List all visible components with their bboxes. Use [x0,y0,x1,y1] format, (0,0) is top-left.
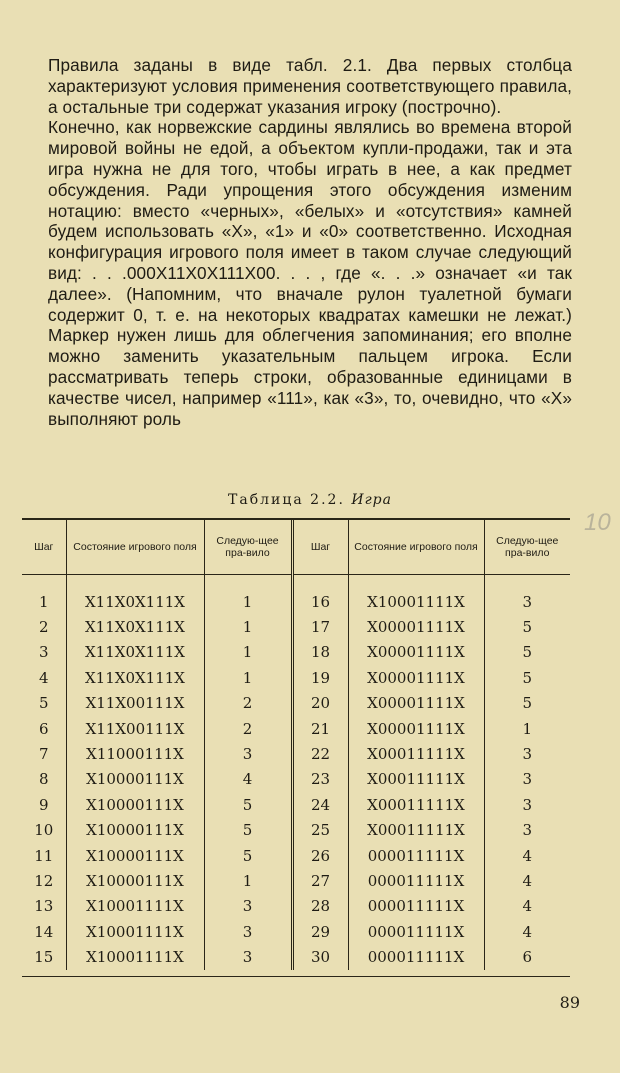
cell-step-right: 25 [292,818,348,843]
cell-rule-right: 5 [522,694,533,713]
cell-step-left: 6 [22,716,66,741]
table-row [22,894,570,919]
cell-state-right: X10001111X [348,589,484,614]
cell-rule-left: 1 [204,868,292,893]
table-row [22,614,570,639]
table-row [22,665,570,690]
cell-step-left: 13 [22,894,66,919]
cell-state-right: X00011111X [348,818,484,843]
cell-step-right: 18 [292,640,348,665]
cell-state-left: X11X0X111X [66,640,204,665]
cell-state-left: X11000111X [66,741,204,766]
game-table [22,518,570,977]
cell-rule-right: 6 [522,948,533,967]
cell-rule-left: 2 [204,691,292,716]
cell-step-left: 11 [22,843,66,868]
table-row [22,716,570,741]
cell-state-right: X00001111X [348,640,484,665]
table-row [22,818,570,843]
cell-state-left: X11X00111X [66,716,204,741]
page-number: 89 [559,993,580,1012]
cell-state-right: X00001111X [348,716,484,741]
header-state-right: Состояние игрового поля [348,520,484,575]
cell-rule-left: 3 [204,741,292,766]
cell-state-right: X00001111X [348,665,484,690]
cell-rule-left: 1 [204,640,292,665]
cell-rule-right: 5 [522,643,533,662]
cell-state-left: X10000111X [66,792,204,817]
cell-rule-left: 5 [204,792,292,817]
table-row [22,767,570,792]
caption-name: Игра [351,492,392,508]
header-step-right: Шаг [292,520,348,575]
cell-state-left: X10001111X [66,919,204,944]
cell-step-right: 29 [292,919,348,944]
cell-rule-left: 5 [204,843,292,868]
cell-rule-right: 4 [522,922,533,941]
table-bottom-rule [22,976,570,977]
table-row [22,640,570,665]
cell-state-right: 000011111X [348,919,484,944]
cell-state-right: 000011111X [348,868,484,893]
cell-rule-right: 3 [522,821,533,840]
cell-step-right: 28 [292,894,348,919]
cell-rule-left: 4 [204,767,292,792]
cell-state-left: X11X0X111X [66,665,204,690]
cell-step-left: 14 [22,919,66,944]
cell-state-left: X10001111X [66,894,204,919]
cell-step-right: 23 [292,767,348,792]
cell-rule-left: 3 [204,894,292,919]
cell-state-left: X11X00111X [66,691,204,716]
table-row [22,919,570,944]
cell-rule-left: 5 [204,818,292,843]
cell-step-left: 10 [22,818,66,843]
cell-step-right: 30 [292,944,348,969]
cell-rule-right: 4 [522,846,533,865]
cell-step-right: 20 [292,691,348,716]
cell-rule-left: 3 [204,919,292,944]
header-rule-right: Следую-щее пра-вило [484,520,570,575]
cell-state-left: X10000111X [66,818,204,843]
header-step-left: Шаг [22,520,66,575]
cell-rule-right: 3 [522,745,533,764]
cell-rule-left: 1 [204,614,292,639]
cell-step-right: 17 [292,614,348,639]
cell-step-right: 21 [292,716,348,741]
table-row [22,792,570,817]
cell-step-left: 3 [22,640,66,665]
cell-step-left: 1 [22,589,66,614]
cell-step-left: 9 [22,792,66,817]
cell-rule-right: 3 [522,770,533,789]
table-row [22,691,570,716]
paragraph-2: Конечно, как норвежские сардины являлись во времена второй мировой войны не едой, а объектом купли-продажи, так и эта игра нужна не для того, чтобы играть в нее, а как предмет обсуждения. Ради упрощения этого обсуждения изменим нотацию: вместо «черных», «белых» и «отсутствия» камней будем использовать «X», «1» и «0» соответственно. Исходная конфигурация игрового поля имеет в таком случае следующий вид: . . .000X11X0X111X00. . . , где «. . .» означает «и так далее». (Напомним, что вначале рулон туалетной бумаги содержит 0, т. е. на некоторых квадратах камешки не лежат.) Маркер нужен лишь для облегчения запоминания; его вполне можно заменить указательным пальцем игрока. Если рассматривать теперь строки, образованные единицами в качестве чисел, например «111», как «3», то, очевидно, что «X» выполняют роль [48,117,572,429]
cell-rule-right: 3 [522,795,533,814]
cell-rule-right: 4 [522,871,533,890]
table-header-row [22,520,570,575]
header-state-left: Состояние игрового поля [66,520,204,575]
caption-prefix: Таблица 2.2. [228,492,345,508]
cell-state-right: X00011111X [348,792,484,817]
table-row [22,741,570,766]
cell-step-right: 27 [292,868,348,893]
cell-step-left: 5 [22,691,66,716]
cell-rule-right: 5 [522,668,533,687]
cell-rule-left: 1 [204,665,292,690]
cell-step-right: 26 [292,843,348,868]
header-rule-left: Следую-щее пра-вило [204,520,292,575]
cell-state-right: 000011111X [348,944,484,969]
body-text [48,55,572,429]
cell-step-right: 24 [292,792,348,817]
cell-state-right: X00001111X [348,691,484,716]
table-spacer-row [22,575,570,590]
margin-pencil-mark: 10 [584,509,611,536]
cell-state-right: 000011111X [348,843,484,868]
cell-step-right: 22 [292,741,348,766]
cell-rule-left: 2 [204,716,292,741]
table-row [22,843,570,868]
cell-state-left: X10000111X [66,767,204,792]
cell-state-left: X10000111X [66,868,204,893]
cell-step-left: 12 [22,868,66,893]
cell-step-right: 19 [292,665,348,690]
paragraph-1: Правила заданы в виде табл. 2.1. Два первых столбца характеризуют условия применения соответствующего правила, а остальные три содержат указания игроку (построчно). [48,55,572,117]
cell-state-left: X10001111X [66,944,204,969]
cell-rule-right: 4 [522,897,533,916]
cell-step-left: 15 [22,944,66,969]
cell-step-left: 8 [22,767,66,792]
cell-step-left: 2 [22,614,66,639]
cell-rule-left: 1 [204,589,292,614]
cell-rule-right: 3 [522,592,533,611]
cell-state-right: X00011111X [348,741,484,766]
table-row [22,944,570,969]
cell-rule-left: 3 [204,944,292,969]
cell-rule-right: 1 [522,719,533,738]
cell-state-right: X00001111X [348,614,484,639]
table-caption [48,492,572,508]
table-row [22,868,570,893]
table-row [22,589,570,614]
cell-state-left: X10000111X [66,843,204,868]
cell-step-left: 7 [22,741,66,766]
cell-step-left: 4 [22,665,66,690]
cell-state-left: X11X0X111X [66,614,204,639]
cell-step-right: 16 [292,589,348,614]
cell-state-right: X00011111X [348,767,484,792]
cell-rule-right: 5 [522,618,533,637]
cell-state-left: X11X0X111X [66,589,204,614]
cell-state-right: 000011111X [348,894,484,919]
